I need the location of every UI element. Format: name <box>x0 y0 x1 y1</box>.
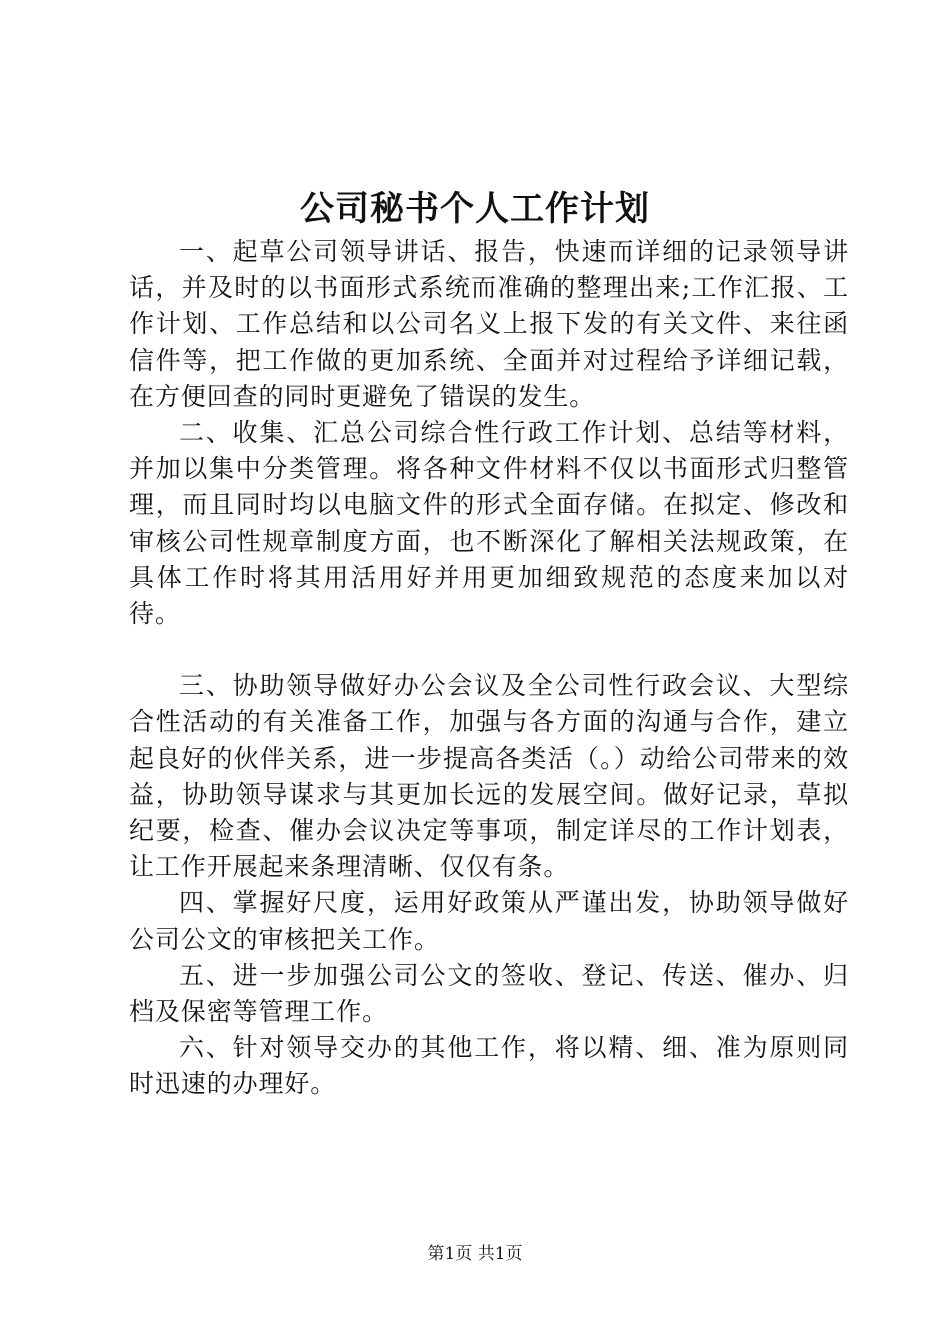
paragraph-1: 一、起草公司领导讲话、报告，快速而详细的记录领导讲话，并及时的以书面形式系统而准确的整理出来;工作汇报、工作计划、工作总结和以公司名义上报下发的有关文件、来往函信件等，把工作做的更加系统、全面并对过程给予详细记载，在方便回查的同时更避免了错误的发生。 <box>129 237 849 411</box>
page-footer: 第1页 共1页 <box>427 1244 523 1264</box>
document-title: 公司秘书个人工作计划 <box>300 189 650 229</box>
paragraph-6: 六、针对领导交办的其他工作，将以精、细、准为原则同时迅速的办理好。 <box>129 1033 849 1099</box>
paragraph-3: 三、协助领导做好办公会议及全公司性行政会议、大型综合性活动的有关准备工作，加强与各方面的沟通与合作，建立起良好的伙伴关系，进一步提高各类活（。）动给公司带来的效益，协助领导谋求与其更加长远的发展空间。做好记录，草拟纪要，检查、催办会议决定等事项，制定详尽的工作计划表，让工作开展起来条理清晰、仅仅有条。 <box>129 671 849 882</box>
paragraph-4: 四、掌握好尺度，运用好政策从严谨出发，协助领导做好公司公文的审核把关工作。 <box>129 888 849 954</box>
document-body <box>129 234 849 1103</box>
paragraph-2: 二、收集、汇总公司综合性行政工作计划、总结等材料，并加以集中分类管理。将各种文件材料不仅以书面形式归整管理，而且同时均以电脑文件的形式全面存储。在拟定、修改和审核公司性规章制度方面，也不断深化了解相关法规政策，在具体工作时将其用活用好并用更加细致规范的态度来加以对待。 <box>129 418 849 629</box>
paragraph-5: 五、进一步加强公司公文的签收、登记、传送、催办、归档及保密等管理工作。 <box>129 960 849 1027</box>
